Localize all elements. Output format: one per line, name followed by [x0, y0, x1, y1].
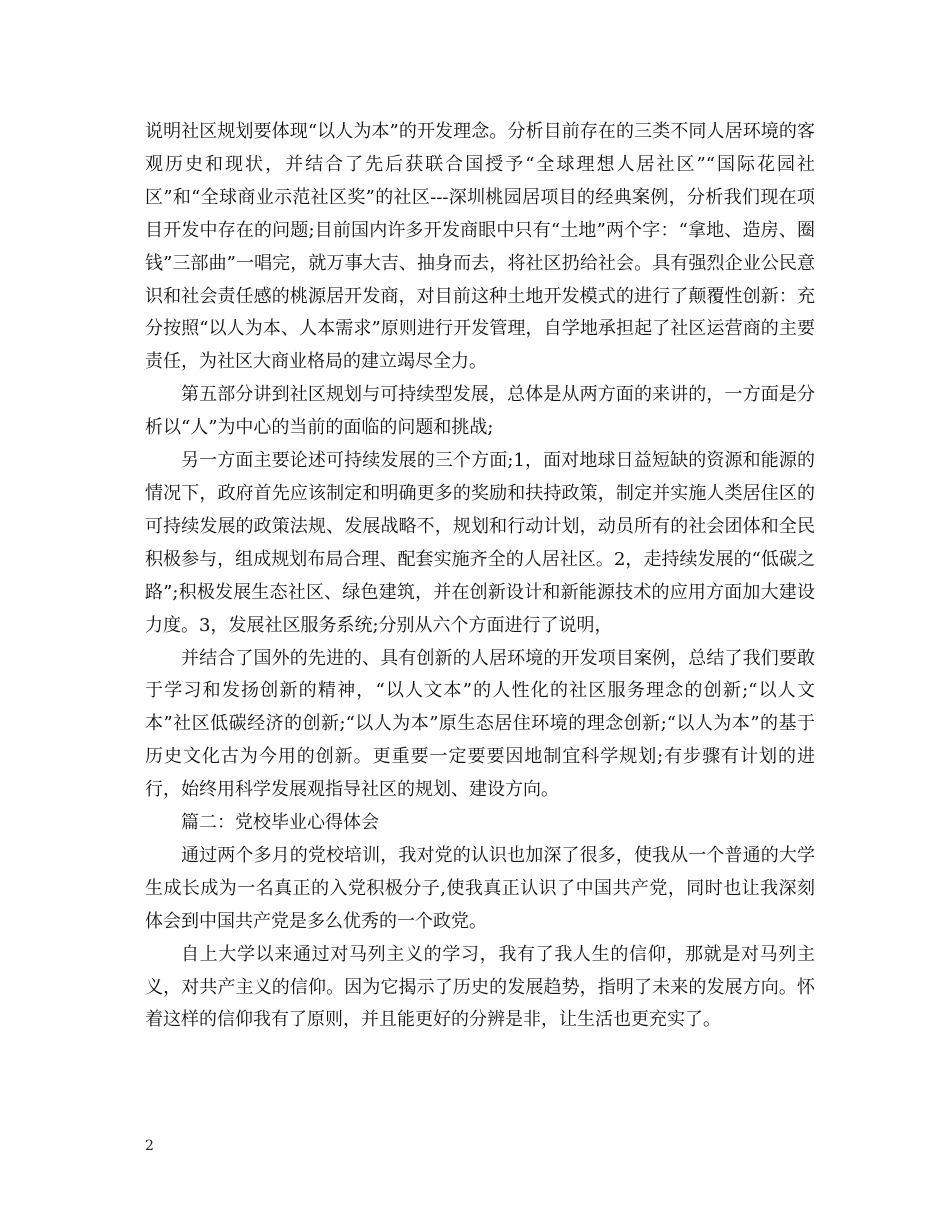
paragraph-party-school-training: 通过两个多月的党校培训，我对党的认识也加深了很多，使我从一个普通的大学生成长成为一名真正的入党积极分子,使我真正认识了中国共产党，同时也让我深刻体会到中国共产党是多么优秀的一个政党。 — [145, 844, 815, 932]
paragraph-innovation-summary: 并结合了国外的先进的、具有创新的人居环境的开发项目案例，总结了我们要敢于学习和发扬创新的精神，“以人文本”的人性化的社区服务理念的创新;“以人文本”社区低碳经济的创新;“以人为本”原生态居住环境的理念创新;“以人为本”的基于历史文化古为今用的创新。更重要一定要要因地制宜科学规划;有步骤有计划的进行，始终用科学发展观指导社区的规划、建设方向。 — [145, 647, 815, 801]
paragraph-part-five: 第五部分讲到社区规划与可持续型发展，总体是从两方面的来讲的，一方面是分析以“人”为中心的当前的面临的问题和挑战; — [145, 384, 815, 439]
paragraph-continuation: 说明社区规划要体现“以人为本”的开发理念。分析目前存在的三类不同人居环境的客观历史和现状，并结合了先后获联合国授予“全球理想人居社区”“国际花园社区”和“全球商业示范社区奖”的社区---深圳桃园居项目的经典案例，分析我们现在项目开发中存在的问题;目前国内许多开发商眼中只有“土地”两个字：“拿地、造房、圈钱”三部曲”一唱完，就万事大吉、抽身而去，将社区扔给社会。具有强烈企业公民意识和社会责任感的桃源居开发商，对目前这种土地开发模式的进行了颠覆性创新：充分按照“以人为本、人本需求”原则进行开发管理，自学地承担起了社区运营商的主要责任，为社区大商业格局的建立竭尽全力。 — [145, 121, 815, 373]
paragraph-marxism-belief: 自上大学以来通过对马列主义的学习，我有了我人生的信仰，那就是对马列主义，对共产主义的信仰。因为它揭示了历史的发展趋势，指明了未来的发展方向。怀着这样的信仰我有了原则，并且能更好的分辨是非，让生活也更充实了。 — [145, 943, 815, 1031]
section-heading: 篇二：党校毕业心得体会 — [181, 812, 379, 834]
paragraph-sustainable-development: 另一方面主要论述可持续发展的三个方面;1，面对地球日益短缺的资源和能源的情况下，政府首先应该制定和明确更多的奖励和扶持政策，制定并实施人类居住区的可持续发展的政策法规、发展战略不，规划和行动计划，动员所有的社会团体和全民积极参与，组成规划布局合理、配套实施齐全的人居社区。2，走持续发展的“低碳之路”;积极发展生态社区、绿色建筑，并在创新设计和新能源技术的应用方面加大建设力度。3，发展社区服务系统;分别从六个方面进行了说明， — [145, 450, 815, 636]
page-number: 2 — [145, 1138, 154, 1154]
document-body — [145, 116, 815, 1037]
